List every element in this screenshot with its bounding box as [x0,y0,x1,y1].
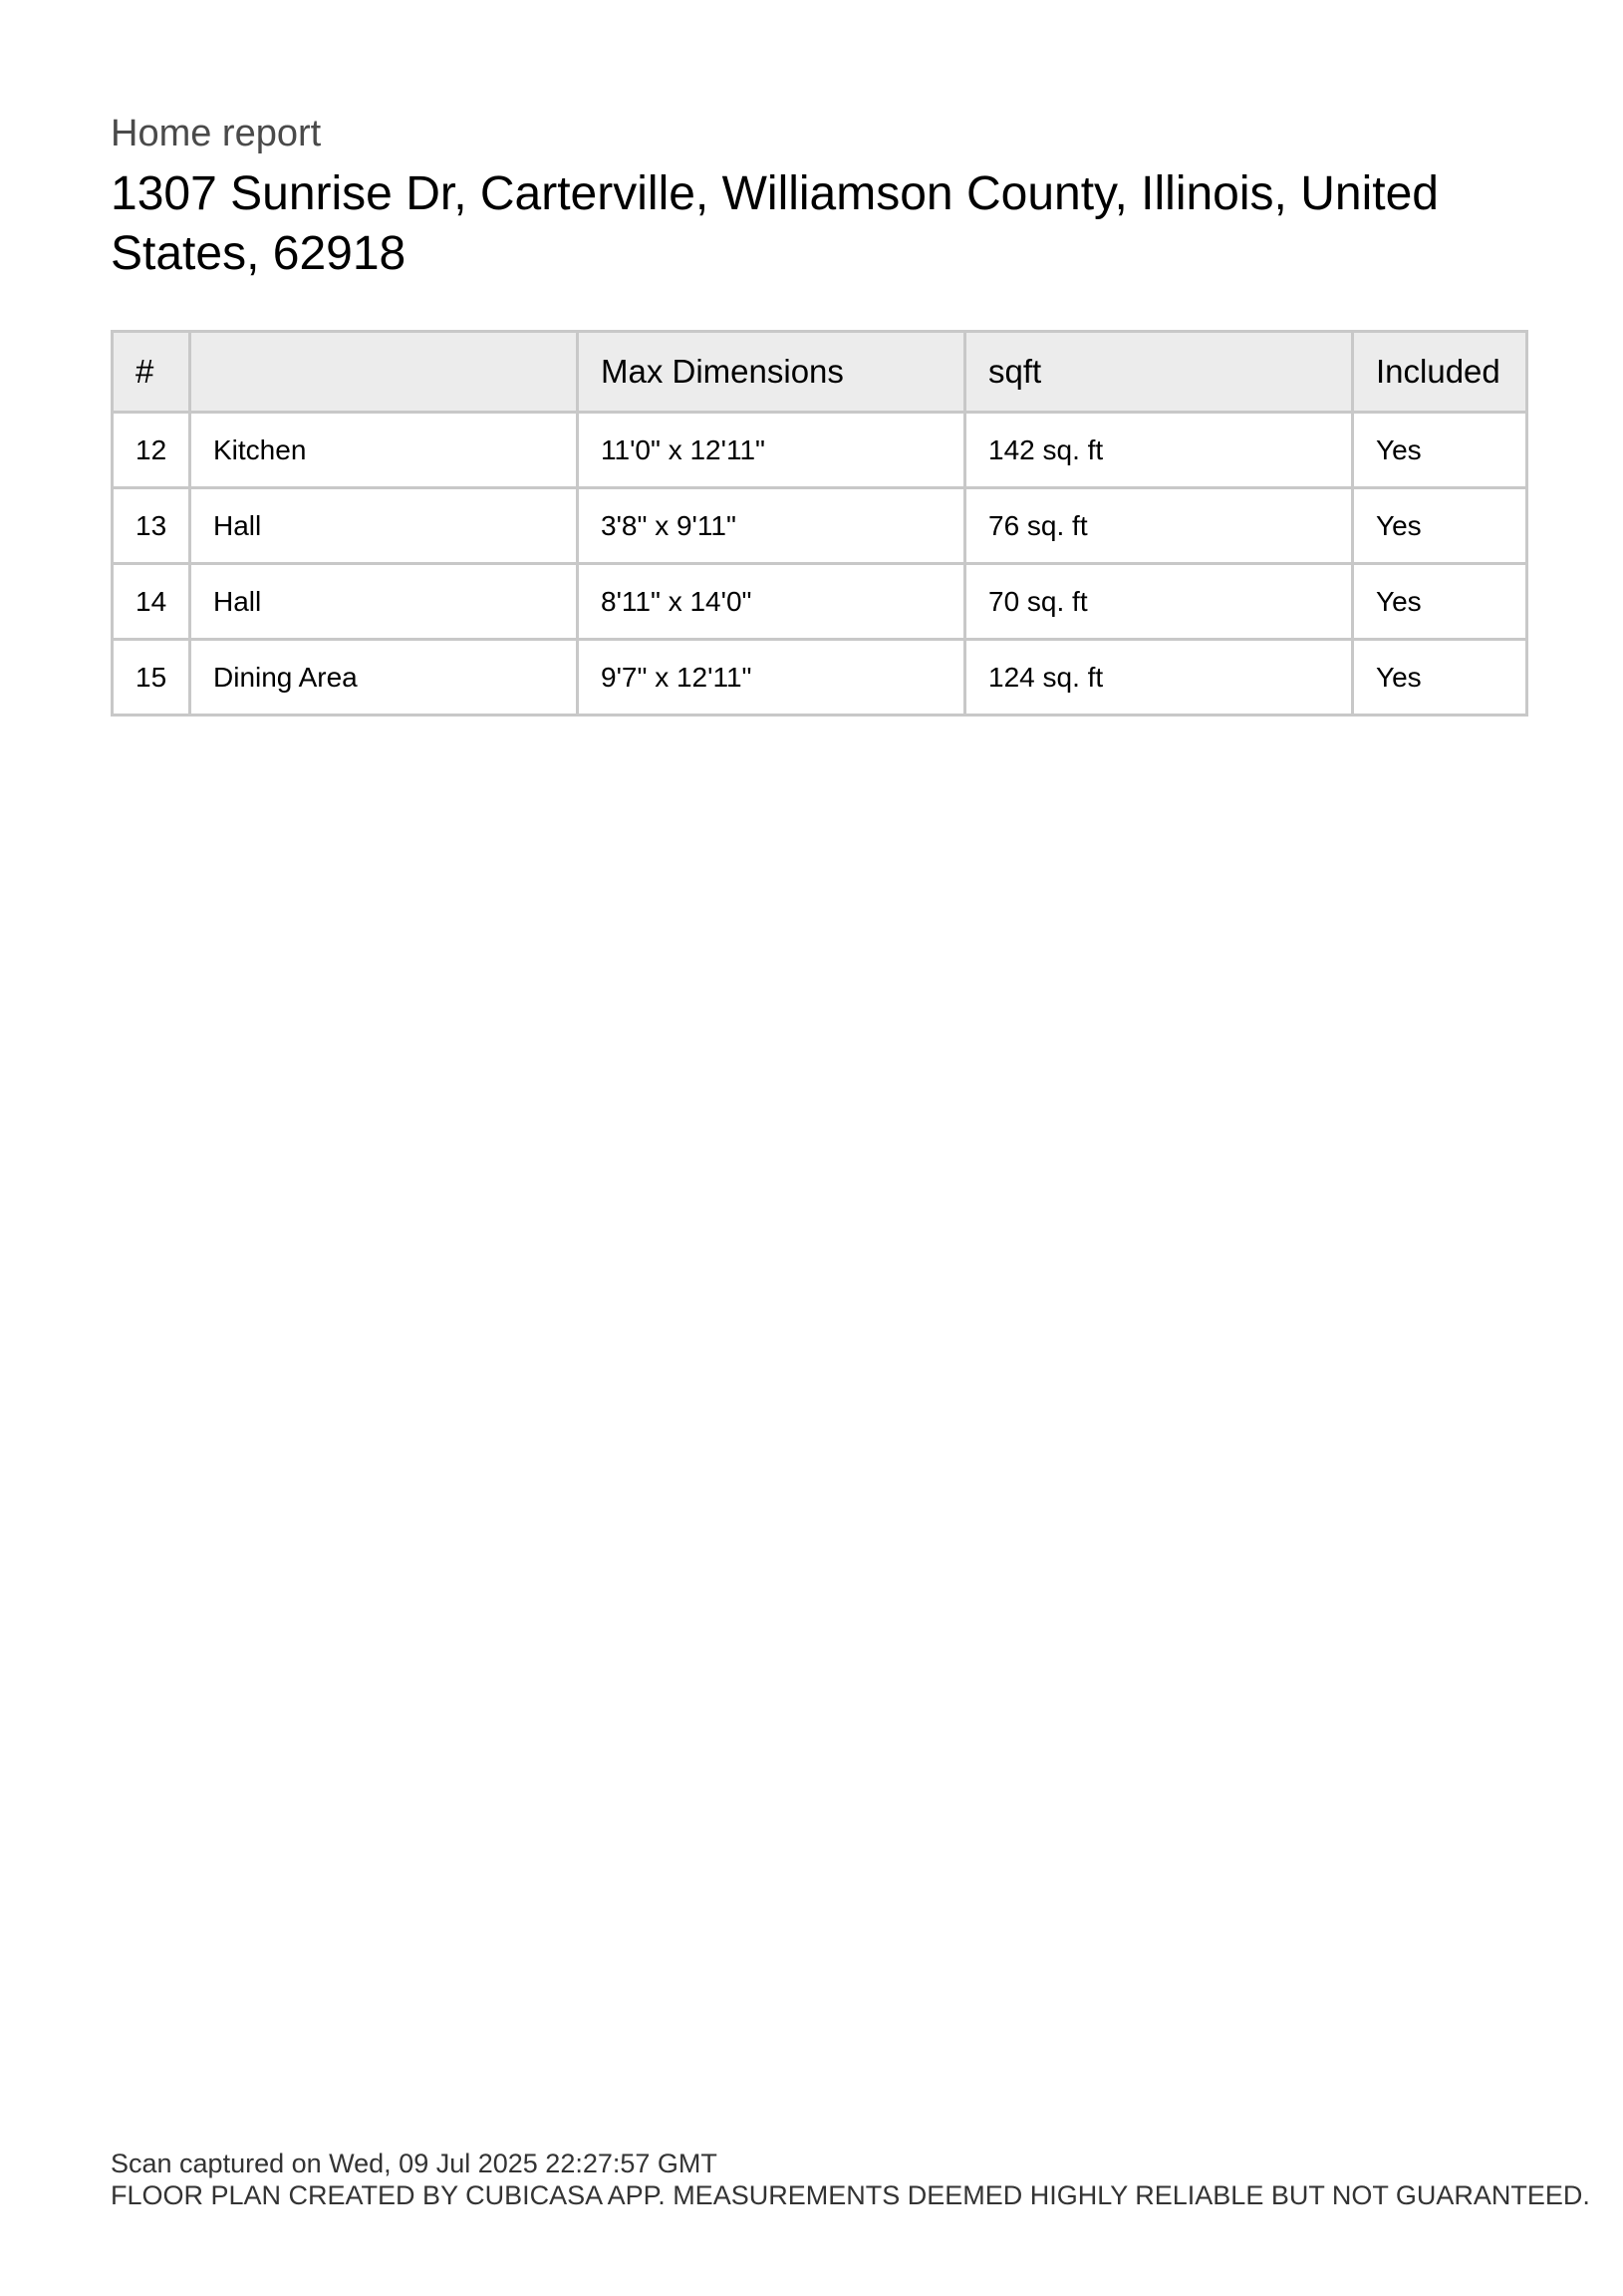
room-sqft: 142 sq. ft [965,413,1353,488]
report-footer [111,2148,1590,2211]
table-row [113,413,1527,488]
room-number: 14 [113,564,190,640]
room-name: Hall [190,488,578,564]
scan-captured-text: Scan captured on Wed, 09 Jul 2025 22:27:57 GMT [111,2149,717,2178]
room-number: 13 [113,488,190,564]
table-row [113,488,1527,564]
header-sqft: sqft [965,332,1353,413]
room-dimensions: 8'11" x 14'0" [578,564,965,640]
rooms-table-body [113,413,1527,716]
room-dimensions: 9'7" x 12'11" [578,640,965,716]
header-row [113,332,1527,413]
rooms-table [111,330,1528,717]
room-dimensions: 3'8" x 9'11" [578,488,965,564]
room-number: 12 [113,413,190,488]
room-sqft: 124 sq. ft [965,640,1353,716]
report-label: Home report [111,113,322,154]
table-row [113,564,1527,640]
room-included: Yes [1353,413,1527,488]
room-included: Yes [1353,564,1527,640]
room-number: 15 [113,640,190,716]
report-page [111,0,1590,2296]
room-sqft: 70 sq. ft [965,564,1353,640]
room-dimensions: 11'0" x 12'11" [578,413,965,488]
room-included: Yes [1353,488,1527,564]
header-name [190,332,578,413]
table-row [113,640,1527,716]
report-address-title: 1307 Sunrise Dr, Carterville, Williamson County, Illinois, United States, 62918 [111,167,1439,280]
header-dimensions: Max Dimensions [578,332,965,413]
rooms-table-header [113,332,1527,413]
room-name: Kitchen [190,413,578,488]
room-included: Yes [1353,640,1527,716]
header-included: Included [1353,332,1527,413]
room-name: Hall [190,564,578,640]
room-name: Dining Area [190,640,578,716]
header-num: # [113,332,190,413]
room-sqft: 76 sq. ft [965,488,1353,564]
disclaimer-text: FLOOR PLAN CREATED BY CUBICASA APP. MEASUREMENTS DEEMED HIGHLY RELIABLE BUT NOT GUARANTEED. [111,2180,1590,2210]
